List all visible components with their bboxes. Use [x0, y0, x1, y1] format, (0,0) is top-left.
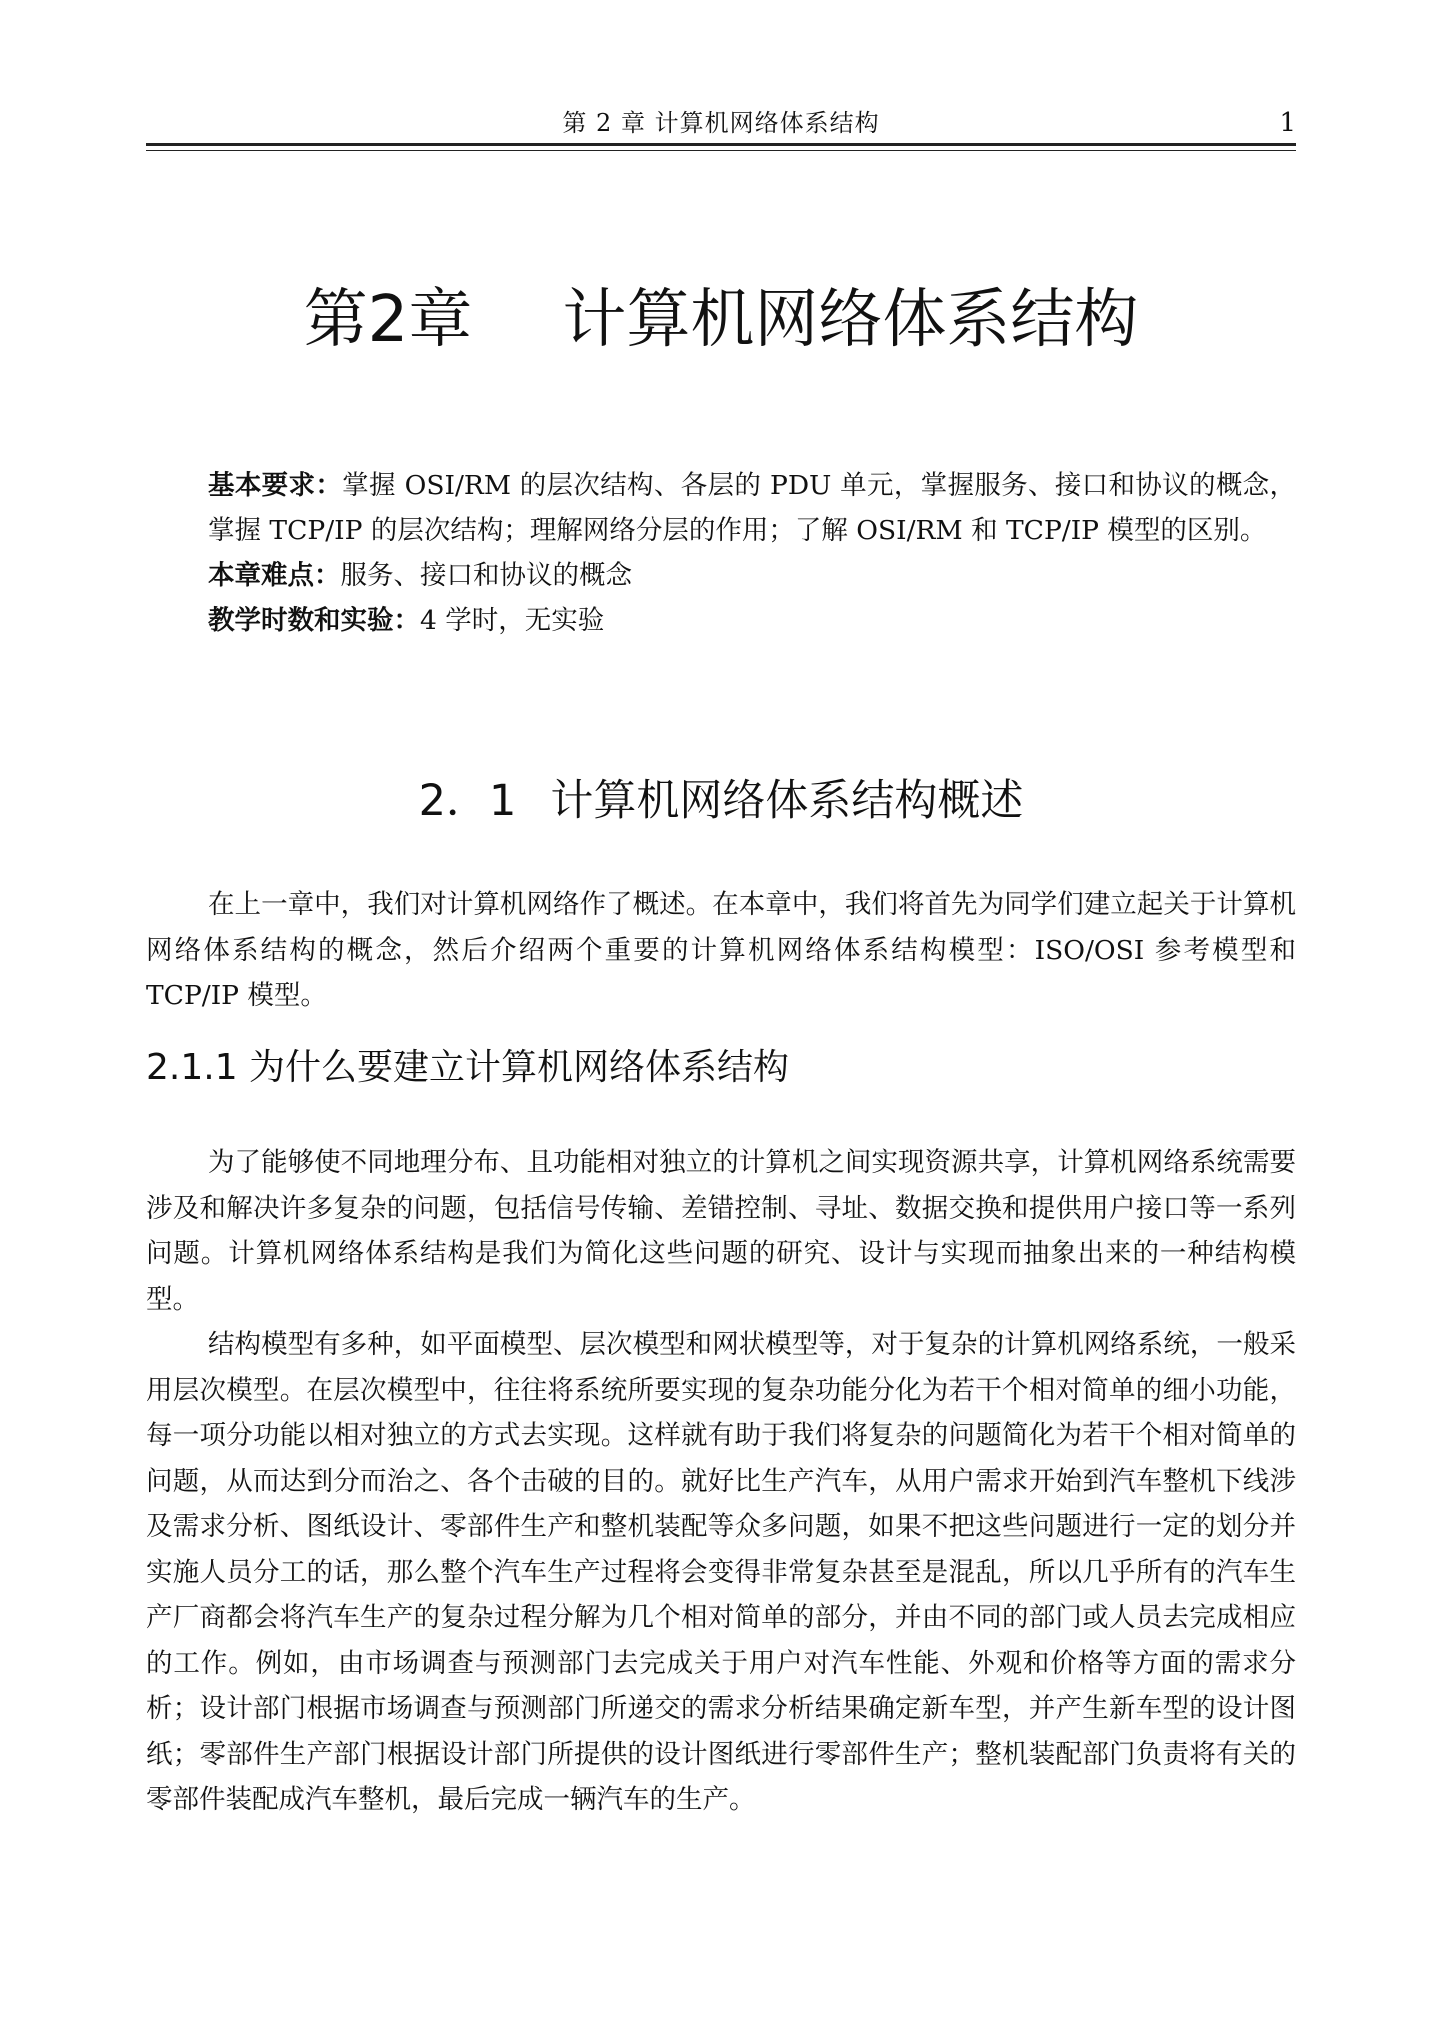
chapter-requirements	[208, 463, 1296, 643]
header-rule-thin	[146, 150, 1296, 151]
section-title	[146, 773, 1296, 829]
subsection-title: 2.1.1 为什么要建立计算机网络体系结构	[146, 1047, 790, 1088]
teaching-hours	[208, 598, 1296, 643]
basic-requirements-text: 掌握 OSI/RM 的层次结构、各层的 PDU 单元，掌握服务、接口和协议的概念，掌握 TCP/IP 的层次结构；理解网络分层的作用；了解 OSI/RM 和 TCP/IP 模型的区别。	[208, 470, 1296, 546]
difficulty-label: 本章难点：	[208, 560, 341, 591]
section-number: 2．1	[418, 776, 517, 826]
header-rule	[146, 143, 1296, 146]
body-paragraph-2: 结构模型有多种，如平面模型、层次模型和网状模型等，对于复杂的计算机网络系统，一般采用层次模型。在层次模型中，往往将系统所要实现的复杂功能分化为若干个相对简单的细小功能，每一项分功能以相对独立的方式去实现。这样就有助于我们将复杂的问题简化为若干个相对简单的问题，从而达到分而治之、各个击破的目的。就好比生产汽车，从用户需求开始到汽车整机下线涉及需求分析、图纸设计、零部件生产和整机装配等众多问题，如果不把这些问题进行一定的划分并实施人员分工的话，那么整个汽车生产过程将会变得非常复杂甚至是混乱，所以几乎所有的汽车生产厂商都会将汽车生产的复杂过程分解为几个相对简单的部分，并由不同的部门或人员去完成相应的工作。例如，由市场调查与预测部门去完成关于用户对汽车性能、外观和价格等方面的需求分析；设计部门根据市场调查与预测部门所递交的需求分析结果确定新车型，并产生新车型的设计图纸；零部件生产部门根据设计部门所提供的设计图纸进行零部件生产；整机装配部门负责将有关的零部件装配成汽车整机，最后完成一辆汽车的生产。	[146, 1329, 1296, 1815]
chapter-title	[146, 280, 1296, 360]
page-number: 1	[1279, 108, 1296, 138]
body-paragraph-1: 为了能够使不同地理分布、且功能相对独立的计算机之间实现资源共享，计算机网络系统需要涉及和解决许多复杂的问题，包括信号传输、差错控制、寻址、数据交换和提供用户接口等一系列问题。计算机网络体系结构是我们为简化这些问题的研究、设计与实现而抽象出来的一种结构模型。	[146, 1147, 1296, 1315]
teaching-hours-text: 4 学时，无实验	[420, 605, 605, 636]
basic-requirements-label: 基本要求：	[208, 470, 343, 501]
chapter-number: 第2章	[303, 283, 473, 357]
running-header-title: 第 2 章 计算机网络体系结构	[562, 109, 880, 137]
chapter-name: 计算机网络体系结构	[562, 283, 1139, 357]
page-header	[146, 104, 1296, 144]
basic-requirements	[208, 463, 1296, 553]
chapter-difficulty	[208, 553, 1296, 598]
section-intro	[146, 882, 1296, 1019]
section-name: 计算机网络体系结构概述	[550, 776, 1024, 826]
subsection-body	[146, 1140, 1296, 1823]
intro-paragraph: 在上一章中，我们对计算机网络作了概述。在本章中，我们将首先为同学们建立起关于计算机网络体系结构的概念，然后介绍两个重要的计算机网络体系结构模型：ISO/OSI 参考模型和 TCP/IP 模型。	[146, 889, 1296, 1011]
teaching-hours-label: 教学时数和实验：	[208, 605, 420, 636]
difficulty-text: 服务、接口和协议的概念	[340, 560, 632, 591]
